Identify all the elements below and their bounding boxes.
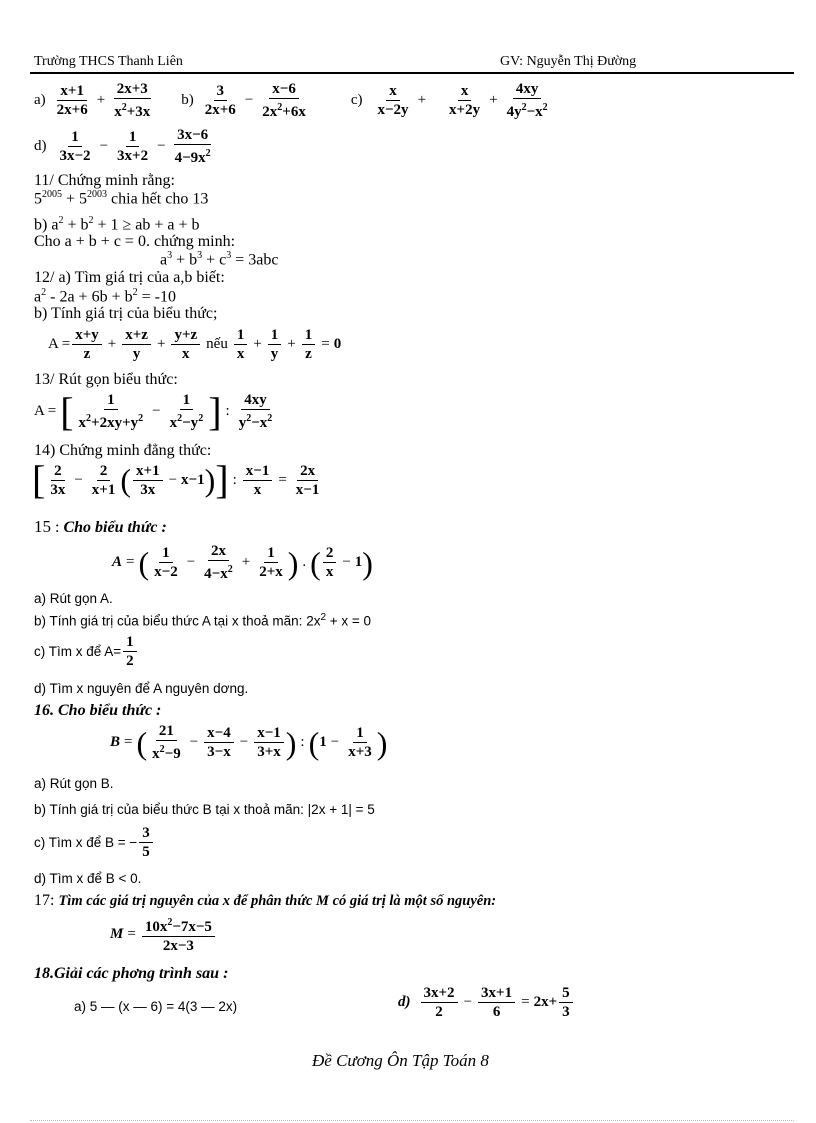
ex11-b: b) $a^2 + b^2 + 1$ ≥ ab + a + b [34, 215, 200, 234]
footer-title: Đề Cương Ôn Tập Toán 8 [312, 1051, 489, 1070]
ex10-row2: d) $\frac{1}{3x-2}$ − $\frac{1}{3x+2}$ − $\frac{3x-6}{4-9x^2}$ [34, 127, 211, 166]
ex16-d: d) Tìm x để B < 0. [34, 871, 142, 886]
ex16-c: c) Tìm x để B = − $\frac{3}{5}$ [34, 824, 155, 861]
ex12-b: b) Tính giá trị của biểu thức; [34, 305, 218, 322]
ex15-a: a) Rút gọn A. [34, 591, 113, 606]
ex13-title: 13/ Rút gọn biểu thức: [34, 371, 178, 388]
ex10-c-label: c) [350, 92, 363, 108]
ex12-title: 12/ a) Tìm giá trị của a,b biết: [34, 269, 225, 286]
header-rule [30, 72, 794, 74]
ex16-a: a) Rút gọn B. [34, 776, 114, 791]
teacher-name: GV: Nguyễn Thị Đường [500, 54, 637, 69]
ex14-title: 14) Chứng minh đẳng thức: [34, 442, 212, 459]
ex12-equation: $a^2 - 2a + 6b + b^2 = -10$ [34, 287, 176, 306]
ex17-title: 17: Tìm các giá trị nguyên của x để phân thức M có giá trị là một số nguyên: [34, 892, 497, 909]
ex11-condition: Cho a + b + c = 0. chứng minh: [34, 233, 236, 250]
ex11-line1: $5^{2005} + 5^{2003}$ chia hết cho 13 [34, 189, 209, 208]
ex18-title: 18.Giải các phơng trình sau : [34, 965, 229, 982]
ex10-row1: a) $\frac{x+1}{2x+6}$ + $\frac{2x+3}{x^2+3x}$ b) $\frac{3}{2x+6}$ − $\frac{x-6}{2x^2+6x}$ c) $\frac{x}{x-2y}$ + $\frac{x}{x+2y}$ + $\frac{4xy}{4y^2-x^2}$ [34, 81, 548, 120]
ex15-expression: A = ( $\frac{1}{x-2}$ − $\frac{2x}{4-x^2}$ + $\frac{1}{2+x}$ ) . ( $\frac{2}{x}$ − 1 ) [112, 543, 373, 582]
ex15-b: b) Tính giá trị của biểu thức A tại x thoả mãn: $2x^2 + x = 0$ [34, 612, 372, 629]
ex16-expression: B = ( $\frac{21}{x^2-9}$ − $\frac{x-4}{3-x}$ − $\frac{x-1}{3+x}$ ) : ( 1 − $\frac{1}{x+3}$ ) [110, 723, 388, 762]
ex14-identity: [ $\frac{2}{3x}$ − $\frac{2}{x+1}$ ( $\frac{x+1}{3x}$ − x−1 ) ] : $\frac{x-1}{x}$ = $\frac{2x}{x-1}$ [32, 457, 320, 502]
ex16-b: b) Tính giá trị của biểu thức B tại x thoả mãn: |2x + 1| = 5 [34, 802, 375, 817]
ex11-title: 11/ Chứng minh rằng: [34, 172, 175, 189]
ex11-identity: $a^3 + b^3 + c^3 = 3abc$ [160, 250, 279, 269]
ex15-title: 15 : Cho biểu thức : [34, 517, 167, 536]
page-bottom-rule [30, 1120, 794, 1121]
ex15-c: c) Tìm x để A= $\frac{1}{2}$ [34, 633, 139, 670]
ex15-d: d) Tìm x nguyên để A nguyên dơng. [34, 681, 249, 696]
school-name: Trường THCS Thanh Liên [34, 54, 183, 69]
ex13-expression: A = [ $\frac{1}{x^2+2xy+y^2}$ − $\frac{1}{x^2-y^2}$ ] : $\frac{4xy}{y^2-x^2}$ [34, 388, 273, 434]
ex16-title: 16. Cho biểu thức : [34, 702, 162, 719]
ex10-a-label: a) [34, 92, 46, 108]
ex12-expression: A = $\frac{x+y}{z}$ + $\frac{x+z}{y}$ + $\frac{y+z}{x}$ nếu $\frac{1}{x}$ + $\frac{1}{y}$ + $\frac{1}{z}$ = 0 [48, 327, 342, 362]
ex18-d: d) $\frac{3x+2}{2}$ − $\frac{3x+1}{6}$ = 2x+ $\frac{5}{3}$ [398, 984, 575, 1021]
ex17-expression: M = $\frac{10x^2-7x-5}{2x-3}$ [110, 914, 217, 955]
ex10-d-label: d) [34, 138, 47, 154]
ex10-b-label: b) [181, 92, 194, 108]
ex18-a: a) 5 — (x — 6) = 4(3 — 2x) [74, 999, 238, 1014]
